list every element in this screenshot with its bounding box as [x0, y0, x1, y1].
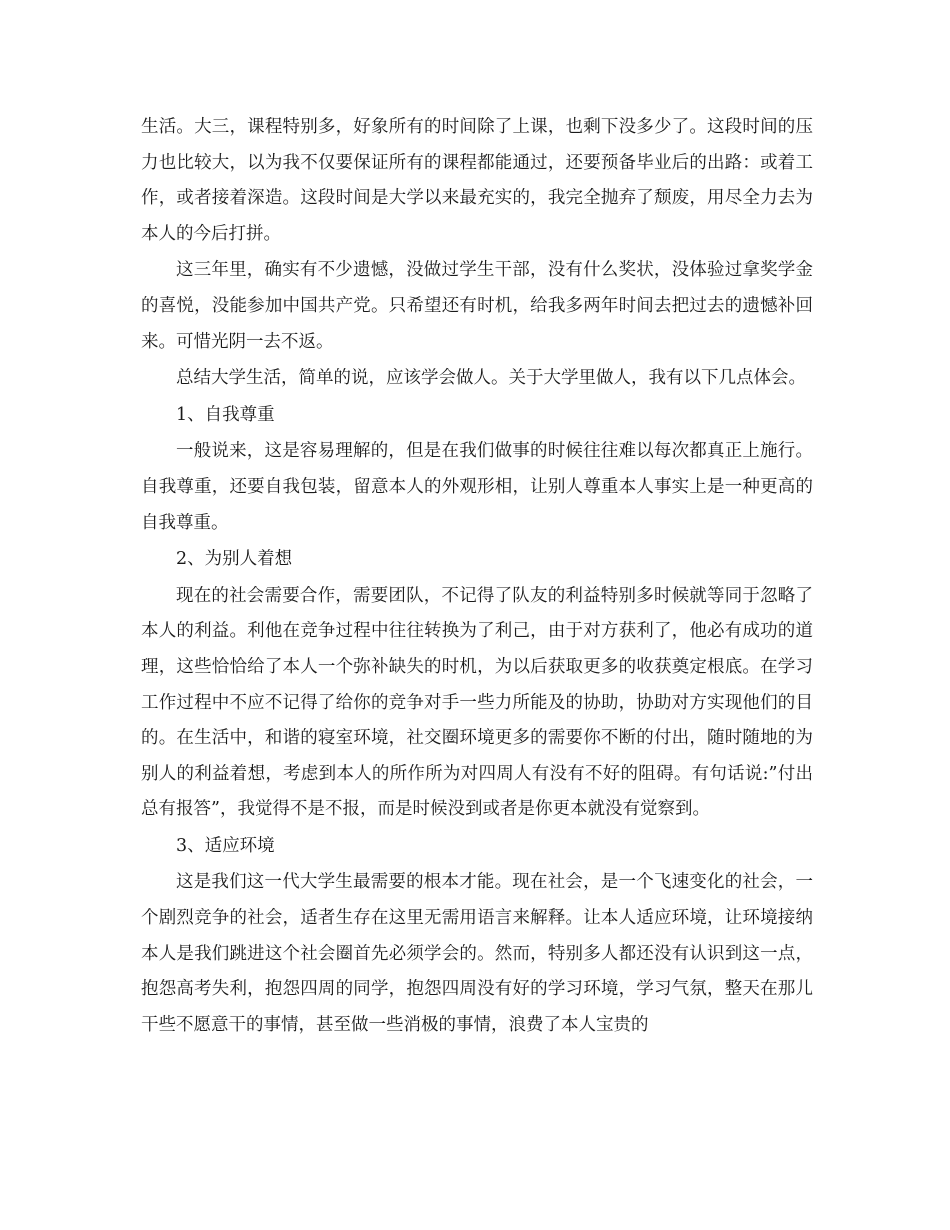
document-page — [141, 110, 813, 1044]
paragraph-5: 现在的社会需要合作，需要团队，不记得了队友的利益特别多时候就等同于忽略了本人的利益。利他在竞争过程中往往转换为了利己，由于对方获利了，他必有成功的道理，这些恰恰给了本人一个弥补缺失的时机，为以后获取更多的收获奠定根底。在学习工作过程中不应不记得了给你的竞争对手一些力所能及的协助，协助对方实现他们的目的。在生活中，和谐的寝室环境，社交圈环境更多的需要你不断的付出，随时随地的为别人的利益着想，考虑到本人的所作所为对四周人有没有不好的阻碍。有句话说:”付出总有报答”，我觉得不是不报，而是时候没到或者是你更本就没有觉察到。 — [141, 585, 813, 820]
paragraph-4: 一般说来，这是容易理解的，但是在我们做事的时候往往难以每次都真正上施行。自我尊重，还要自我包装，留意本人的外观形相，让别人尊重本人事实上是一种更高的自我尊重。 — [141, 441, 813, 533]
paragraph-1: 生活。大三，课程特别多，好象所有的时间除了上课，也剩下没多少了。这段时间的压力也比较大，以为我不仅要保证所有的课程都能通过，还要预备毕业后的出路：或着工作，或者接着深造。这段时间是大学以来最充实的，我完全抛弃了颓废，用尽全力去为本人的今后打拼。 — [141, 117, 813, 244]
section-heading-1: 1、自我尊重 — [176, 404, 275, 425]
paragraph-6: 这是我们这一代大学生最需要的根本才能。现在社会，是一个飞速变化的社会，一个剧烈竞争的社会，适者生存在这里无需用语言来解释。让本人适应环境，让环境接纳本人是我们跳进这个社会圈首先必须学会的。然而，特别多人都还没有认识到这一点，抱怨高考失利，抱怨四周的同学，抱怨四周没有好的学习环境，学习气氛，整天在那儿干些不愿意干的事情，甚至做一些消极的事情，浪费了本人宝贵的 — [141, 872, 813, 1035]
paragraph-2: 这三年里，确实有不少遗憾，没做过学生干部，没有什么奖状，没体验过拿奖学金的喜悦，没能参加中国共产党。只希望还有时机，给我多两年时间去把过去的遗憾补回来。可惜光阴一去不返。 — [141, 260, 813, 352]
paragraph-3: 总结大学生活，简单的说，应该学会做人。关于大学里做人，我有以下几点体会。 — [176, 368, 806, 389]
section-heading-2: 2、为别人着想 — [176, 549, 293, 570]
section-heading-3: 3、适应环境 — [176, 835, 275, 856]
